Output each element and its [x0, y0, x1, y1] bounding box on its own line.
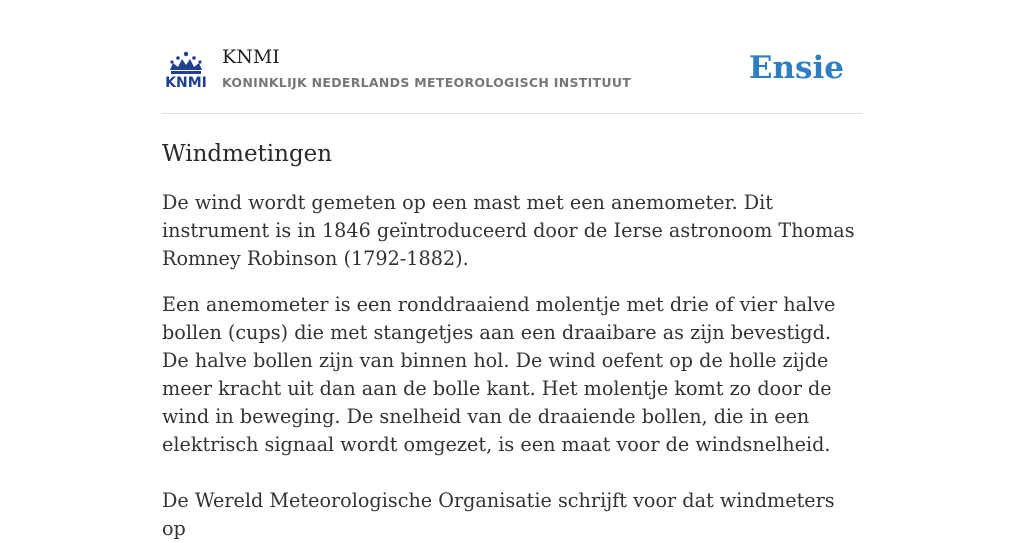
article-title: Windmetingen — [162, 141, 333, 167]
org-subtitle: KONINKLIJK NEDERLANDS METEOROLOGISCH INSTITUUT — [222, 75, 632, 90]
article-paragraph-3: De Wereld Meteorologische Organisatie schrijft voor dat windmeters op — [162, 489, 835, 540]
ensie-brand-logo[interactable]: Ensie — [748, 50, 844, 86]
logo-text: KNMI — [165, 75, 207, 91]
knmi-crown-logo-icon[interactable] — [164, 50, 208, 90]
org-name[interactable]: KNMI — [222, 46, 280, 68]
article-paragraph-1: De wind wordt gemeten op een mast met een anemometer. Dit instrument is in 1846 geïntroduceerd door de Ierse astronoom Thomas Romney Robinson (1792-1882). — [162, 191, 855, 270]
page — [162, 0, 862, 543]
site-header — [162, 0, 862, 114]
article-paragraph-2: Een anemometer is een ronddraaiend molentje met drie of vier halve bollen (cups) die met stangetjes aan een draaibare as zijn bevestigd. De halve bollen zijn van binnen hol. De wind oefent op de holle zijde meer kracht uit dan aan de bolle kant. Het molentje komt zo door de wind in beweging. De snelheid van de draaiende bollen, die in een elektrisch signaal wordt omgezet, is een maat voor de windsnelheid. — [162, 293, 836, 456]
